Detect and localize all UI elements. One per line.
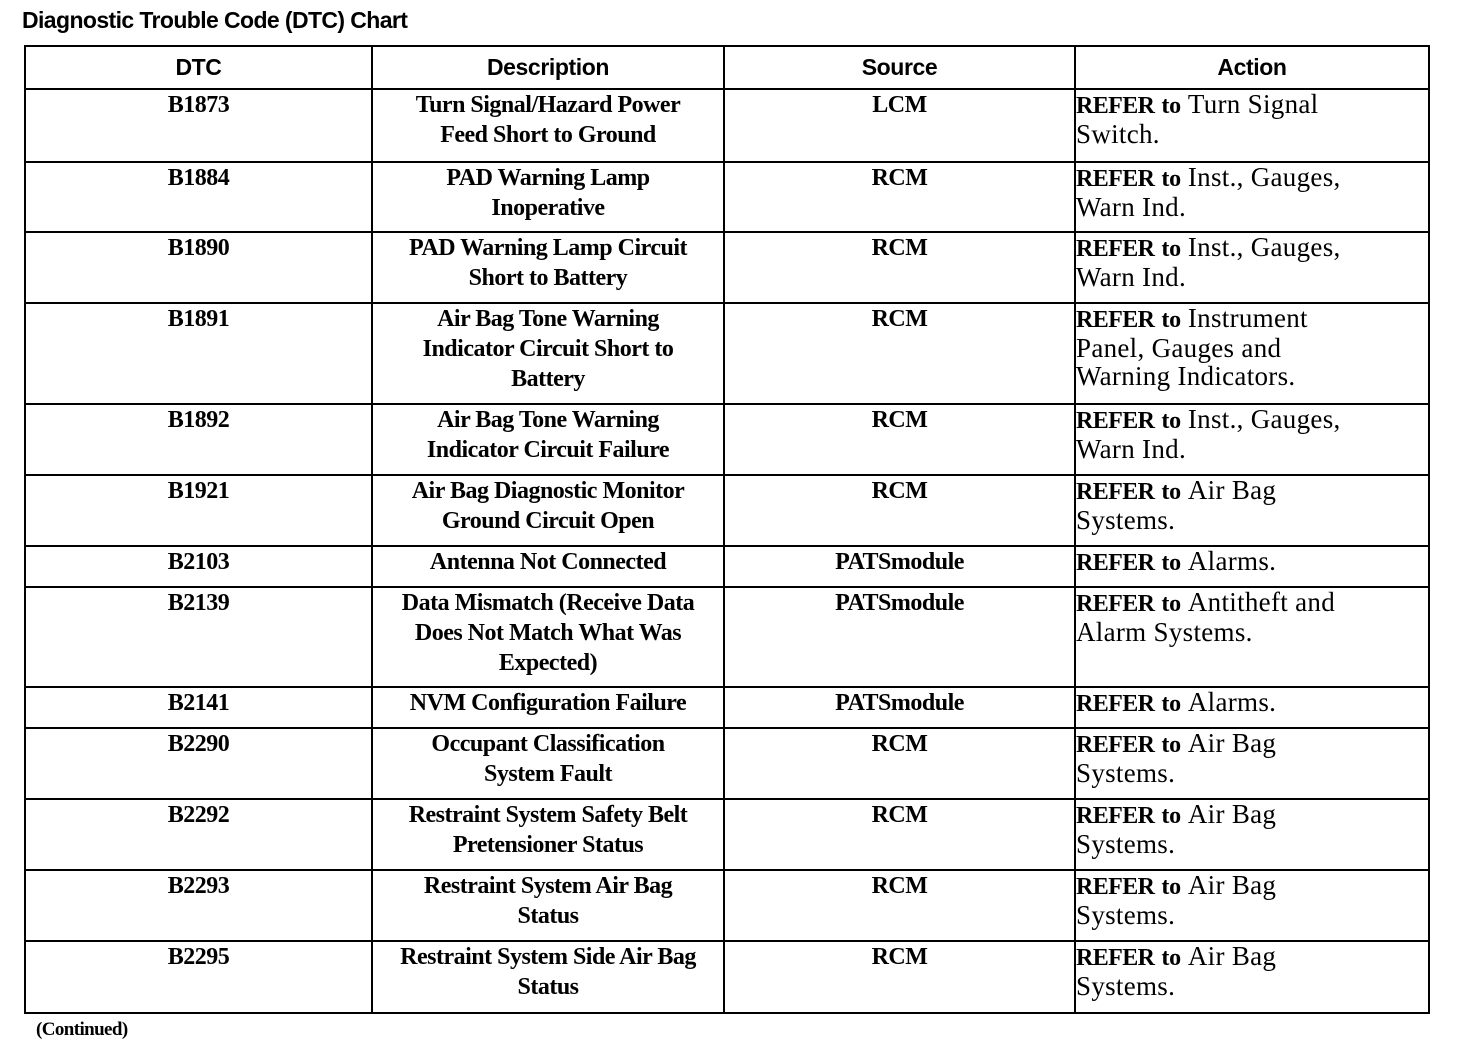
refer-to-word: to bbox=[1161, 691, 1181, 717]
action-cell bbox=[1075, 232, 1429, 303]
column-header-action: Action bbox=[1075, 46, 1429, 89]
refer-to-word: to bbox=[1161, 166, 1181, 192]
table-row bbox=[25, 587, 1429, 687]
description-text: Air Bag Tone Warning Indicator Circuit Failure bbox=[426, 407, 670, 463]
action-text-wrap bbox=[1076, 871, 1326, 929]
source-cell: RCM bbox=[724, 162, 1075, 232]
source-cell: RCM bbox=[724, 728, 1075, 799]
refer-label: REFER bbox=[1076, 550, 1155, 576]
column-header-source: Source bbox=[724, 46, 1075, 89]
action-cell bbox=[1075, 475, 1429, 546]
refer-label: REFER bbox=[1076, 93, 1155, 119]
table-row bbox=[25, 89, 1429, 162]
description-text: Restraint System Air Bag Status bbox=[423, 873, 673, 929]
description-cell bbox=[372, 404, 724, 475]
dtc-code-cell: B2290 bbox=[25, 728, 372, 799]
refer-target: Antitheft and Alarm Systems. bbox=[1076, 587, 1335, 647]
dtc-code-cell: B1891 bbox=[25, 303, 372, 404]
description-text: NVM Configuration Failure bbox=[409, 690, 687, 716]
description-cell bbox=[372, 799, 724, 870]
source-cell: RCM bbox=[724, 303, 1075, 404]
dtc-code-cell: B2141 bbox=[25, 687, 372, 728]
description-cell bbox=[372, 475, 724, 546]
table-row bbox=[25, 870, 1429, 941]
refer-to-word: to bbox=[1161, 408, 1181, 434]
column-header-description: Description bbox=[372, 46, 724, 89]
description-cell bbox=[372, 941, 724, 1013]
refer-label: REFER bbox=[1076, 166, 1155, 192]
refer-to-word: to bbox=[1161, 591, 1181, 617]
table-row bbox=[25, 546, 1429, 587]
dtc-code-cell: B2295 bbox=[25, 941, 372, 1013]
table-row bbox=[25, 941, 1429, 1013]
refer-label: REFER bbox=[1076, 874, 1155, 900]
refer-target: Instrument Panel, Gauges and Warning Indicators. bbox=[1076, 303, 1308, 391]
action-text-wrap bbox=[1076, 800, 1326, 858]
refer-target: Air Bag Systems. bbox=[1076, 475, 1277, 535]
description-text: Restraint System Safety Belt Pretensioner Status bbox=[408, 802, 688, 858]
refer-target: Turn Signal Switch. bbox=[1076, 89, 1319, 149]
refer-to-word: to bbox=[1161, 550, 1181, 576]
description-cell bbox=[372, 728, 724, 799]
action-text-wrap bbox=[1076, 90, 1366, 148]
source-cell: RCM bbox=[724, 870, 1075, 941]
table-row bbox=[25, 799, 1429, 870]
dtc-code-cell: B2293 bbox=[25, 870, 372, 941]
source-cell: PATSmodule bbox=[724, 687, 1075, 728]
refer-to-word: to bbox=[1161, 874, 1181, 900]
dtc-code-cell: B1884 bbox=[25, 162, 372, 232]
refer-to-word: to bbox=[1161, 945, 1181, 971]
action-text-wrap bbox=[1076, 942, 1326, 1000]
action-cell bbox=[1075, 687, 1429, 728]
source-cell: RCM bbox=[724, 799, 1075, 870]
table-row bbox=[25, 162, 1429, 232]
table-row bbox=[25, 728, 1429, 799]
refer-label: REFER bbox=[1076, 479, 1155, 505]
dtc-code-cell: B1890 bbox=[25, 232, 372, 303]
refer-target: Alarms. bbox=[1187, 546, 1277, 576]
refer-target: Air Bag Systems. bbox=[1076, 799, 1277, 859]
action-text-wrap bbox=[1076, 233, 1396, 291]
description-cell bbox=[372, 162, 724, 232]
description-text: Turn Signal/Hazard Power Feed Short to Ground bbox=[415, 92, 681, 148]
description-text: Occupant Classification System Fault bbox=[431, 731, 665, 787]
source-cell: PATSmodule bbox=[724, 546, 1075, 587]
description-text: Air Bag Diagnostic Monitor Ground Circuit Open bbox=[411, 478, 685, 534]
refer-target: Inst., Gauges, Warn Ind. bbox=[1076, 232, 1341, 292]
description-text: PAD Warning Lamp Circuit Short to Battery bbox=[408, 235, 688, 291]
action-cell bbox=[1075, 587, 1429, 687]
description-text: Restraint System Side Air Bag Status bbox=[400, 944, 696, 1000]
description-text: Data Mismatch (Receive Data Does Not Match What Was Expected) bbox=[401, 590, 695, 676]
action-cell bbox=[1075, 728, 1429, 799]
refer-target: Inst., Gauges, Warn Ind. bbox=[1076, 404, 1341, 464]
action-text-wrap bbox=[1076, 163, 1396, 221]
description-text: Air Bag Tone Warning Indicator Circuit Short to Battery bbox=[422, 306, 674, 392]
refer-target: Alarms. bbox=[1187, 687, 1277, 717]
action-cell bbox=[1075, 799, 1429, 870]
description-cell bbox=[372, 232, 724, 303]
refer-label: REFER bbox=[1076, 408, 1155, 434]
action-cell bbox=[1075, 89, 1429, 162]
source-cell: RCM bbox=[724, 475, 1075, 546]
refer-to-word: to bbox=[1161, 732, 1181, 758]
dtc-code-cell: B1873 bbox=[25, 89, 372, 162]
dtc-code-cell: B2139 bbox=[25, 587, 372, 687]
table-row bbox=[25, 687, 1429, 728]
refer-label: REFER bbox=[1076, 307, 1155, 333]
refer-label: REFER bbox=[1076, 732, 1155, 758]
description-cell bbox=[372, 303, 724, 404]
refer-target: Air Bag Systems. bbox=[1076, 870, 1277, 930]
description-text: PAD Warning Lamp Inoperative bbox=[446, 165, 650, 221]
action-cell bbox=[1075, 162, 1429, 232]
source-cell: RCM bbox=[724, 941, 1075, 1013]
action-text-wrap bbox=[1076, 688, 1396, 718]
refer-label: REFER bbox=[1076, 691, 1155, 717]
refer-label: REFER bbox=[1076, 591, 1155, 617]
action-cell bbox=[1075, 870, 1429, 941]
dtc-code-cell: B1921 bbox=[25, 475, 372, 546]
table-row bbox=[25, 404, 1429, 475]
action-text-wrap bbox=[1076, 547, 1396, 577]
description-cell bbox=[372, 687, 724, 728]
refer-target: Air Bag Systems. bbox=[1076, 728, 1277, 788]
table-body bbox=[25, 89, 1429, 1013]
description-cell bbox=[372, 89, 724, 162]
action-text-wrap bbox=[1076, 476, 1326, 534]
dtc-code-cell: B1892 bbox=[25, 404, 372, 475]
source-cell: PATSmodule bbox=[724, 587, 1075, 687]
action-cell bbox=[1075, 546, 1429, 587]
source-cell: LCM bbox=[724, 89, 1075, 162]
refer-to-word: to bbox=[1161, 307, 1181, 333]
description-cell bbox=[372, 587, 724, 687]
dtc-code-cell: B2103 bbox=[25, 546, 372, 587]
refer-target: Air Bag Systems. bbox=[1076, 941, 1277, 1001]
action-text-wrap bbox=[1076, 729, 1326, 787]
action-cell bbox=[1075, 303, 1429, 404]
action-text-wrap bbox=[1076, 588, 1396, 646]
table-header-row bbox=[25, 46, 1429, 89]
description-cell bbox=[372, 870, 724, 941]
column-header-dtc: DTC bbox=[25, 46, 372, 89]
refer-label: REFER bbox=[1076, 945, 1155, 971]
refer-label: REFER bbox=[1076, 803, 1155, 829]
page-title: Diagnostic Trouble Code (DTC) Chart bbox=[22, 7, 408, 33]
action-cell bbox=[1075, 941, 1429, 1013]
table-row bbox=[25, 303, 1429, 404]
table-row bbox=[25, 475, 1429, 546]
dtc-code-cell: B2292 bbox=[25, 799, 372, 870]
source-cell: RCM bbox=[724, 404, 1075, 475]
description-cell bbox=[372, 546, 724, 587]
action-cell bbox=[1075, 404, 1429, 475]
table-row bbox=[25, 232, 1429, 303]
refer-label: REFER bbox=[1076, 236, 1155, 262]
refer-to-word: to bbox=[1161, 93, 1181, 119]
refer-target: Inst., Gauges, Warn Ind. bbox=[1076, 162, 1341, 222]
refer-to-word: to bbox=[1161, 479, 1181, 505]
source-cell: RCM bbox=[724, 232, 1075, 303]
continued-note: (Continued) bbox=[36, 1019, 128, 1040]
action-text-wrap bbox=[1076, 405, 1396, 463]
action-text-wrap bbox=[1076, 304, 1366, 390]
refer-to-word: to bbox=[1161, 236, 1181, 262]
dtc-table bbox=[24, 45, 1430, 1014]
description-text: Antenna Not Connected bbox=[429, 549, 667, 575]
refer-to-word: to bbox=[1161, 803, 1181, 829]
